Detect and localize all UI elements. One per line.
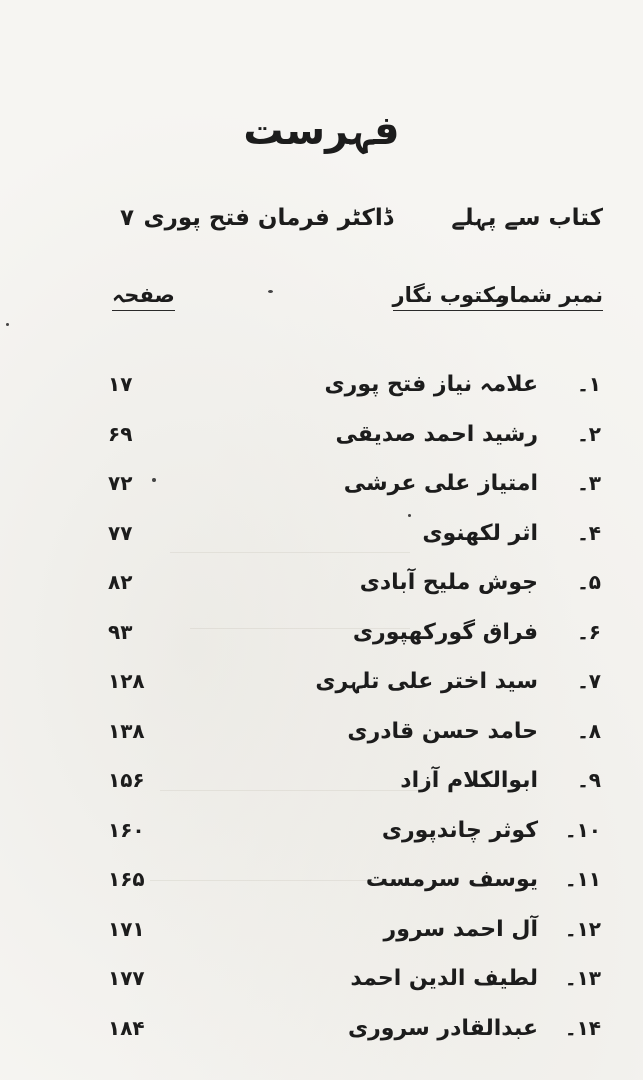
entry-number: ۱۔ bbox=[577, 372, 601, 396]
intro-title: کتاب سے پہلے bbox=[451, 205, 603, 231]
entry-name: جوش ملیح آبادی bbox=[359, 570, 538, 595]
entry-page: ۱۶۰ bbox=[108, 817, 145, 842]
toc-row bbox=[0, 818, 643, 868]
entry-page: ۸۲ bbox=[108, 570, 133, 594]
entry-number: ۲۔ bbox=[577, 421, 601, 446]
toc-row bbox=[0, 521, 643, 571]
entry-page: ۱۳۸ bbox=[108, 718, 145, 743]
entry-number: ۵۔ bbox=[577, 570, 601, 594]
entry-name: کوثر چاندپوری bbox=[381, 817, 538, 843]
entry-name: آل احمد سرور bbox=[383, 916, 538, 942]
toc-row bbox=[0, 719, 643, 769]
entry-page: ۱۲۸ bbox=[108, 669, 145, 693]
entry-name: حامد حسن قادری bbox=[347, 718, 538, 744]
intro-author: ڈاکٹر فرمان فتح پوری bbox=[143, 205, 393, 231]
entry-name: ابوالکلام آزاد bbox=[400, 768, 538, 793]
entry-page: ۱۷ bbox=[108, 372, 133, 396]
entry-number: ۹۔ bbox=[577, 768, 601, 792]
page-title: فہرست bbox=[243, 108, 400, 154]
entry-number: ۳۔ bbox=[577, 471, 601, 495]
entry-name: لطیف الدین احمد bbox=[350, 966, 538, 991]
toc-row bbox=[0, 422, 643, 472]
entry-name: اثر لکھنوی bbox=[422, 520, 538, 546]
toc-row bbox=[0, 570, 643, 620]
toc-row bbox=[0, 768, 643, 818]
toc-row bbox=[0, 471, 643, 521]
entry-name: رشید احمد صدیقی bbox=[335, 421, 538, 447]
entry-page: ۷۷ bbox=[108, 520, 133, 545]
entry-number: ۱۰۔ bbox=[564, 817, 601, 842]
entry-number: ۱۴۔ bbox=[564, 1015, 601, 1040]
header-letter-writer: مکتوب نگار bbox=[393, 283, 508, 311]
entry-page: ۷۲ bbox=[108, 471, 133, 495]
entry-name: عبدالقادر سروری bbox=[347, 1015, 538, 1041]
entry-number: ۴۔ bbox=[577, 520, 601, 545]
entry-name: علامہ نیاز فتح پوری bbox=[324, 372, 538, 397]
entry-name: فراق گورکھپوری bbox=[352, 619, 538, 645]
entry-name: یوسف سرمست bbox=[365, 867, 538, 892]
entry-number: ۸۔ bbox=[577, 718, 601, 743]
entry-name: امتیاز علی عرشی bbox=[343, 471, 538, 496]
toc-row bbox=[0, 867, 643, 917]
entry-number: ۱۱۔ bbox=[564, 867, 601, 891]
entry-number: ۷۔ bbox=[577, 669, 601, 693]
entry-page: ۱۵۶ bbox=[108, 768, 145, 792]
entry-page: ۱۸۴ bbox=[108, 1015, 145, 1040]
entry-page: ۱۷۷ bbox=[108, 966, 145, 990]
entry-page: ۱۷۱ bbox=[108, 916, 145, 941]
entry-number: ۱۲۔ bbox=[564, 916, 601, 941]
toc-row bbox=[0, 372, 643, 422]
ink-speck bbox=[6, 323, 9, 326]
intro-page-number: ۷ bbox=[120, 205, 135, 231]
toc-row bbox=[0, 966, 643, 1016]
entry-page: ۹۳ bbox=[108, 619, 133, 644]
header-page: صفحہ bbox=[112, 283, 175, 311]
entry-number: ۱۳۔ bbox=[564, 966, 601, 990]
entry-number: ۶۔ bbox=[577, 619, 601, 644]
ink-speck bbox=[268, 290, 273, 293]
entry-page: ۱۶۵ bbox=[108, 867, 145, 891]
toc-row bbox=[0, 917, 643, 967]
entry-page: ۶۹ bbox=[108, 421, 133, 446]
toc-row bbox=[0, 669, 643, 719]
entry-name: سید اختر علی تلہری bbox=[315, 669, 538, 694]
toc-row bbox=[0, 620, 643, 670]
table-of-contents bbox=[0, 372, 643, 1065]
toc-row bbox=[0, 1016, 643, 1066]
header-serial-number: نمبر شمار bbox=[497, 283, 603, 311]
